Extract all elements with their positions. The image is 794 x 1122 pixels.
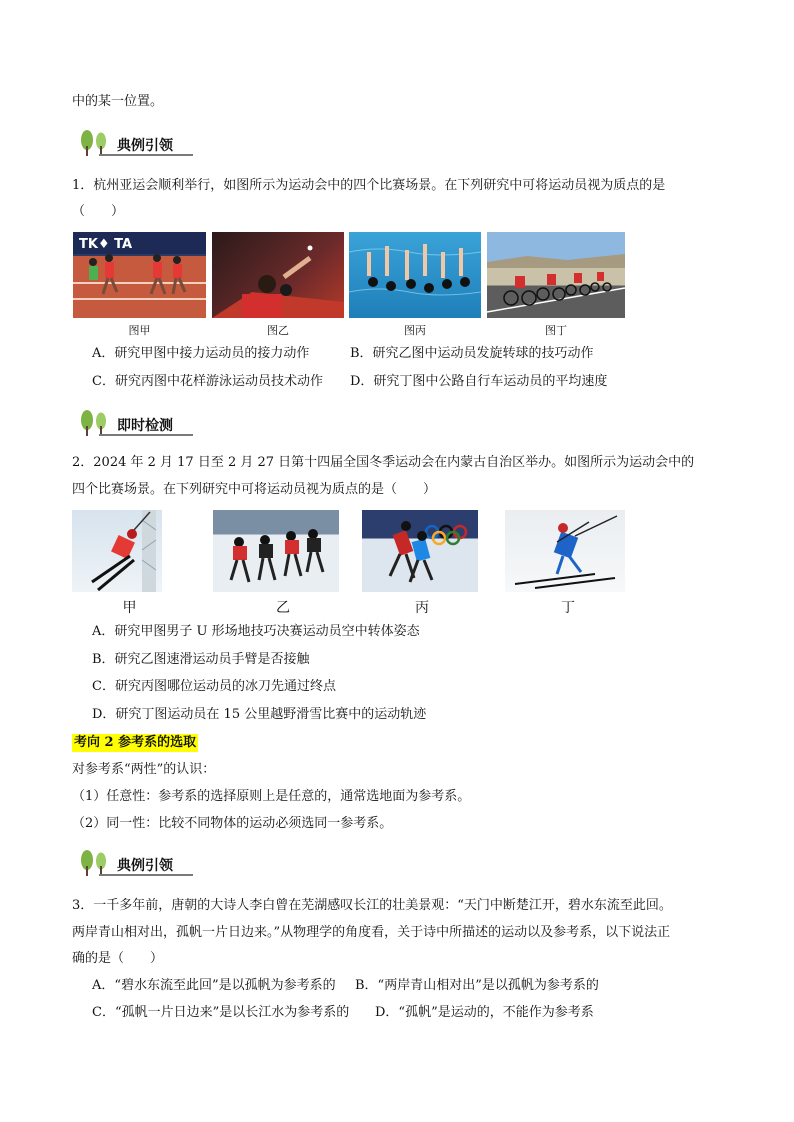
q1-option-d: D．研究丁图中公路自行车运动员的平均速度: [350, 374, 608, 389]
q1-caption-3: 图丙: [404, 324, 426, 337]
section-title: 典例引领: [117, 138, 173, 154]
q1-stem-line1: 1．杭州亚运会顺利举行，如图所示为运动会中的四个比赛场景。在下列研究中可将运动员视为质点的是: [72, 178, 666, 193]
q3-option-b: B．“两岸青山相对出”是以孤帆为参考系的: [355, 978, 599, 993]
q2-option-b: B．研究乙图速滑运动员手臂是否接触: [92, 652, 310, 667]
q2-stem-line1: 2．2024 年 2 月 17 日至 2 月 27 日第十四届全国冬季运动会在内蒙古自治区举办。如图所示为运动会中的: [72, 455, 695, 470]
q1-caption-1: 图甲: [128, 324, 151, 337]
q1-option-c: C．研究丙图中花样游泳运动员技术动作: [92, 374, 323, 389]
topic-text-line2: （1）任意性：参考系的选择原则上是任意的，通常选地面为参考系。: [72, 789, 471, 804]
svg-text:TK♦ TA: TK♦ TA: [79, 237, 133, 252]
q2-caption-4: 丁: [561, 600, 575, 616]
photo-table-tennis: [212, 232, 344, 318]
topic-text-line3: （2）同一性：比较不同物体的运动必须选同一参考系。: [72, 816, 393, 831]
section-title: 典例引领: [117, 858, 173, 874]
photo-relay-race: [73, 232, 206, 318]
q1-option-a: A．研究甲图中接力运动员的接力动作: [92, 346, 310, 361]
q2-option-c: C．研究丙图哪位运动员的冰刀先通过终点: [92, 679, 336, 694]
photo-freestyle-ski: [72, 510, 162, 592]
photo-short-track: [362, 510, 478, 592]
q3-stem-line3: 确的是（ ）: [72, 951, 164, 966]
photo-cross-country-ski: [505, 510, 625, 592]
section-title: 即时检测: [117, 418, 173, 434]
photo-artistic-swimming: [349, 232, 481, 318]
q1-stem-line2: （ ）: [72, 204, 125, 219]
intro-text: 中的某一位置。: [72, 94, 164, 109]
q2-caption-3: 丙: [415, 600, 429, 616]
q3-stem-line1: 3．一千多年前，唐朝的大诗人李白曾在芜湖感叹长江的壮美景观：“天门中断楚江开，碧水东流至此回。: [72, 898, 672, 913]
q3-option-c: C．“孤帆一片日边来”是以长江水为参考系的: [92, 1005, 350, 1020]
section-header-example: [77, 128, 195, 158]
topic-text-line1: 对参考系“两性”的认识：: [72, 762, 216, 777]
photo-speed-skating: [213, 510, 339, 592]
q3-option-d: D．“孤帆”是运动的，不能作为参考系: [375, 1005, 594, 1020]
topic-heading: 考向 2 参考系的选取: [74, 735, 197, 750]
q2-option-a: A．研究甲图男子 U 形场地技巧决赛运动员空中转体姿态: [92, 624, 420, 639]
q2-caption-2: 乙: [276, 600, 290, 616]
q1-caption-4: 图丁: [545, 324, 567, 337]
photo-road-cycling: [487, 232, 625, 318]
q2-stem-line2: 四个比赛场景。在下列研究中可将运动员视为质点的是（ ）: [72, 482, 437, 497]
q1-option-b: B．研究乙图中运动员发旋转球的技巧动作: [350, 346, 594, 361]
section-header-example-2: [77, 848, 195, 878]
q2-caption-1: 甲: [122, 600, 137, 616]
q2-option-d: D．研究丁图运动员在 15 公里越野滑雪比赛中的运动轨迹: [92, 707, 427, 722]
q1-caption-2: 图乙: [267, 324, 289, 337]
q3-option-a: A．“碧水东流至此回”是以孤帆为参考系的: [92, 978, 336, 993]
section-header-check: [77, 408, 195, 438]
q3-stem-line2: 两岸青山相对出，孤帆一片日边来。”从物理学的角度看，关于诗中所描述的运动以及参考系，以下说法正: [72, 925, 671, 940]
